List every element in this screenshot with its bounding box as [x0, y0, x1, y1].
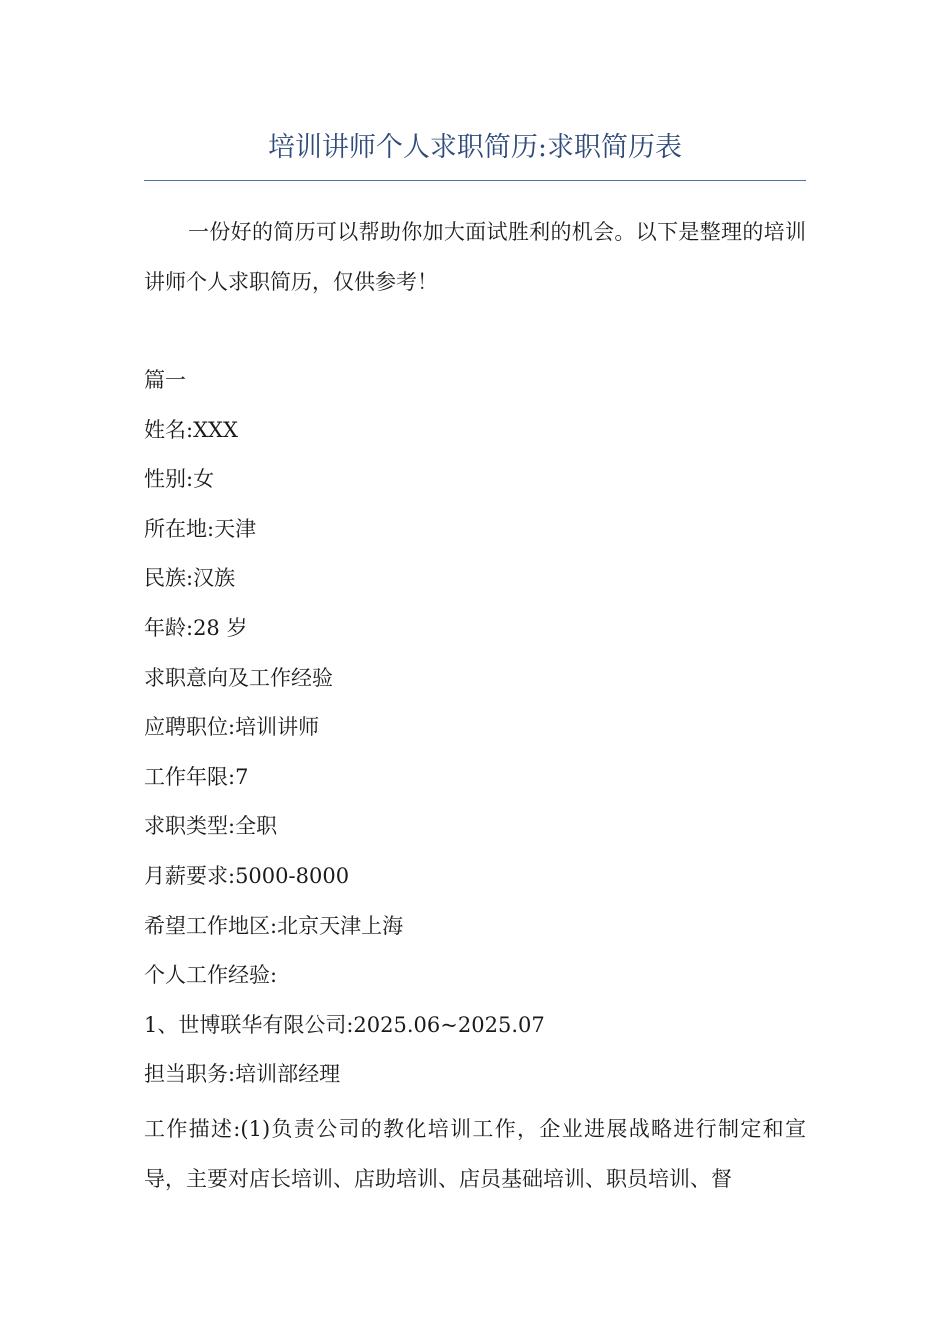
experience-description: 工作描述:(1)负责公司的教化培训工作，企业进展战略进行制定和宣导，主要对店长培训、店助培训、店员基础培训、职员培训、督 [144, 1117, 806, 1191]
field-salary: 月薪要求:5000-8000 [144, 863, 350, 888]
resume-fields [144, 356, 806, 1100]
experience-role: 担当职务:培训部经理 [144, 1062, 341, 1087]
section-job-intent: 求职意向及工作经验 [144, 665, 333, 690]
field-gender: 性别:女 [144, 467, 215, 492]
field-ethnicity: 民族:汉族 [144, 566, 236, 591]
field-age: 年龄:28 岁 [144, 615, 248, 640]
field-name: 姓名:XXX [144, 417, 238, 442]
experience-company: 1、世博联华有限公司:2025.06~2025.07 [144, 1012, 545, 1037]
field-desired-region: 希望工作地区:北京天津上海 [144, 913, 404, 938]
title-underline [144, 180, 806, 181]
field-work-years: 工作年限:7 [144, 764, 249, 789]
field-job-type: 求职类型:全职 [144, 814, 278, 839]
field-location: 所在地:天津 [144, 516, 257, 541]
document-title: 培训讲师个人求职简历:求职简历表 [267, 132, 683, 163]
section-label: 篇一 [144, 368, 186, 392]
intro-paragraph: 一份好的简历可以帮助你加大面试胜利的机会。以下是整理的培训讲师个人求职简历，仅供参考！ [144, 220, 806, 294]
section-work-experience: 个人工作经验: [144, 963, 278, 988]
field-position: 应聘职位:培训讲师 [144, 715, 320, 740]
